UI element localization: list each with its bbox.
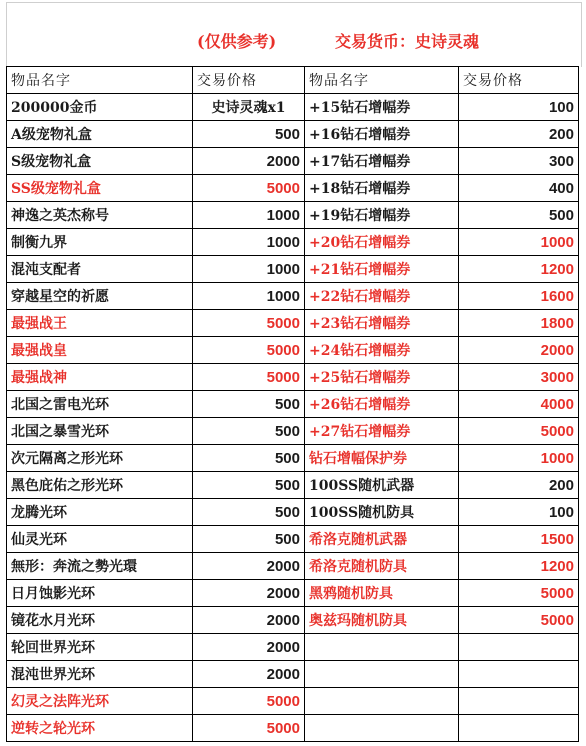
price-sheet (2, 2, 580, 742)
table-row (7, 229, 579, 256)
item-name-cell: 混沌世界光环 (7, 661, 193, 688)
item-price-cell: 1000 (193, 256, 305, 283)
table-row (7, 526, 579, 553)
item-price-cell: 5000 (193, 337, 305, 364)
item-name-cell: +20钻石增幅券 (305, 229, 459, 256)
table-row (7, 391, 579, 418)
table-row (7, 580, 579, 607)
empty-cell (459, 634, 579, 661)
item-price-cell: 500 (459, 202, 579, 229)
empty-cell (459, 688, 579, 715)
item-name-cell: +18钻石增幅券 (305, 175, 459, 202)
table-row (7, 472, 579, 499)
table-row (7, 634, 579, 661)
item-price-cell: 2000 (193, 148, 305, 175)
table-row (7, 553, 579, 580)
item-name-cell: 100SS随机防具 (305, 499, 459, 526)
item-price-cell: 200 (459, 472, 579, 499)
item-price-cell: 1000 (193, 202, 305, 229)
table-row (7, 661, 579, 688)
item-name-cell: +27钻石增幅券 (305, 418, 459, 445)
item-name-cell: 黑色庇佑之形光环 (7, 472, 193, 499)
table-row (7, 364, 579, 391)
item-price-cell: 3000 (459, 364, 579, 391)
item-name-cell: 龙腾光环 (7, 499, 193, 526)
item-price-cell: 4000 (459, 391, 579, 418)
item-name-cell: 無形：奔流之勢光環 (7, 553, 193, 580)
item-price-cell: 5000 (459, 607, 579, 634)
item-name-cell: 黑鸦随机防具 (305, 580, 459, 607)
item-name-cell: 次元隔离之形光环 (7, 445, 193, 472)
table-row (7, 607, 579, 634)
item-price-cell: 5000 (193, 364, 305, 391)
empty-cell (305, 688, 459, 715)
item-price-cell: 500 (193, 445, 305, 472)
currency-label: 交易货币：史诗灵魂 (335, 32, 480, 51)
empty-cell (305, 634, 459, 661)
table-row (7, 418, 579, 445)
table-row (7, 94, 579, 121)
item-name-cell: 钻石增幅保护券 (305, 445, 459, 472)
item-price-cell: 1200 (459, 553, 579, 580)
item-name-cell: +22钻石增幅券 (305, 283, 459, 310)
item-name-cell: +15钻石增幅券 (305, 94, 459, 121)
item-price-cell: 1000 (459, 445, 579, 472)
item-name-cell: +21钻石增幅券 (305, 256, 459, 283)
table-row (7, 148, 579, 175)
item-price-cell: 500 (193, 418, 305, 445)
item-price-cell: 300 (459, 148, 579, 175)
item-name-cell: 日月蚀影光环 (7, 580, 193, 607)
item-price-cell: 2000 (193, 634, 305, 661)
price-table (6, 66, 579, 742)
item-name-cell: S级宠物礼盒 (7, 148, 193, 175)
table-row (7, 337, 579, 364)
item-name-cell: 神逸之英杰称号 (7, 202, 193, 229)
empty-cell (459, 661, 579, 688)
item-price-cell: 1000 (459, 229, 579, 256)
item-price-cell: 1500 (459, 526, 579, 553)
table-row (7, 310, 579, 337)
item-name-cell: 希洛克随机防具 (305, 553, 459, 580)
item-name-cell: +25钻石增幅券 (305, 364, 459, 391)
item-name-cell: 混沌支配者 (7, 256, 193, 283)
item-name-cell: 最强战王 (7, 310, 193, 337)
column-header-right-price: 交易价格 (459, 67, 579, 94)
table-row (7, 256, 579, 283)
item-name-cell: 逆转之轮光环 (7, 715, 193, 742)
item-price-cell: 500 (193, 526, 305, 553)
item-price-cell: 200 (459, 121, 579, 148)
item-price-cell: 史诗灵魂x1 (193, 94, 305, 121)
item-name-cell: SS级宠物礼盒 (7, 175, 193, 202)
item-name-cell: 希洛克随机武器 (305, 526, 459, 553)
item-name-cell: 幻灵之法阵光环 (7, 688, 193, 715)
item-name-cell: +26钻石增幅券 (305, 391, 459, 418)
item-price-cell: 5000 (459, 580, 579, 607)
item-price-cell: 1000 (193, 229, 305, 256)
item-name-cell: 奥兹玛随机防具 (305, 607, 459, 634)
item-price-cell: 500 (193, 391, 305, 418)
item-name-cell: 最强战皇 (7, 337, 193, 364)
empty-cell (305, 661, 459, 688)
table-row (7, 283, 579, 310)
item-name-cell: 100SS随机武器 (305, 472, 459, 499)
item-name-cell: A级宠物礼盒 (7, 121, 193, 148)
item-price-cell: 5000 (193, 175, 305, 202)
item-name-cell: 制衡九界 (7, 229, 193, 256)
reference-note: (仅供参考) (197, 32, 277, 51)
item-price-cell: 2000 (459, 337, 579, 364)
item-name-cell: 北国之暴雪光环 (7, 418, 193, 445)
item-price-cell: 1800 (459, 310, 579, 337)
item-price-cell: 400 (459, 175, 579, 202)
item-name-cell: 最强战神 (7, 364, 193, 391)
item-price-cell: 5000 (459, 418, 579, 445)
item-price-cell: 500 (193, 472, 305, 499)
column-header-left-price: 交易价格 (193, 67, 305, 94)
sheet-header (6, 2, 582, 67)
item-name-cell: +23钻石增幅券 (305, 310, 459, 337)
item-name-cell: +19钻石增幅券 (305, 202, 459, 229)
table-row (7, 688, 579, 715)
empty-cell (459, 715, 579, 742)
item-price-cell: 1200 (459, 256, 579, 283)
item-price-cell: 1000 (193, 283, 305, 310)
item-price-cell: 100 (459, 94, 579, 121)
item-price-cell: 100 (459, 499, 579, 526)
table-row (7, 175, 579, 202)
empty-cell (305, 715, 459, 742)
header-row (7, 67, 579, 94)
item-name-cell: +16钻石增幅券 (305, 121, 459, 148)
column-header-left-name: 物品名字 (7, 67, 193, 94)
item-name-cell: 穿越星空的祈愿 (7, 283, 193, 310)
table-row (7, 121, 579, 148)
table-row (7, 715, 579, 742)
table-row (7, 202, 579, 229)
item-price-cell: 2000 (193, 553, 305, 580)
item-name-cell: +24钻石增幅券 (305, 337, 459, 364)
item-price-cell: 500 (193, 121, 305, 148)
item-name-cell: 北国之雷电光环 (7, 391, 193, 418)
item-name-cell: 轮回世界光环 (7, 634, 193, 661)
item-price-cell: 2000 (193, 580, 305, 607)
item-price-cell: 2000 (193, 607, 305, 634)
table-row (7, 445, 579, 472)
item-price-cell: 500 (193, 499, 305, 526)
table-row (7, 499, 579, 526)
item-price-cell: 1600 (459, 283, 579, 310)
item-name-cell: 镜花水月光环 (7, 607, 193, 634)
item-price-cell: 5000 (193, 310, 305, 337)
column-header-right-name: 物品名字 (305, 67, 459, 94)
item-name-cell: +17钻石增幅券 (305, 148, 459, 175)
item-price-cell: 5000 (193, 688, 305, 715)
item-name-cell: 仙灵光环 (7, 526, 193, 553)
item-name-cell: 200000金币 (7, 94, 193, 121)
item-price-cell: 2000 (193, 661, 305, 688)
item-price-cell: 5000 (193, 715, 305, 742)
